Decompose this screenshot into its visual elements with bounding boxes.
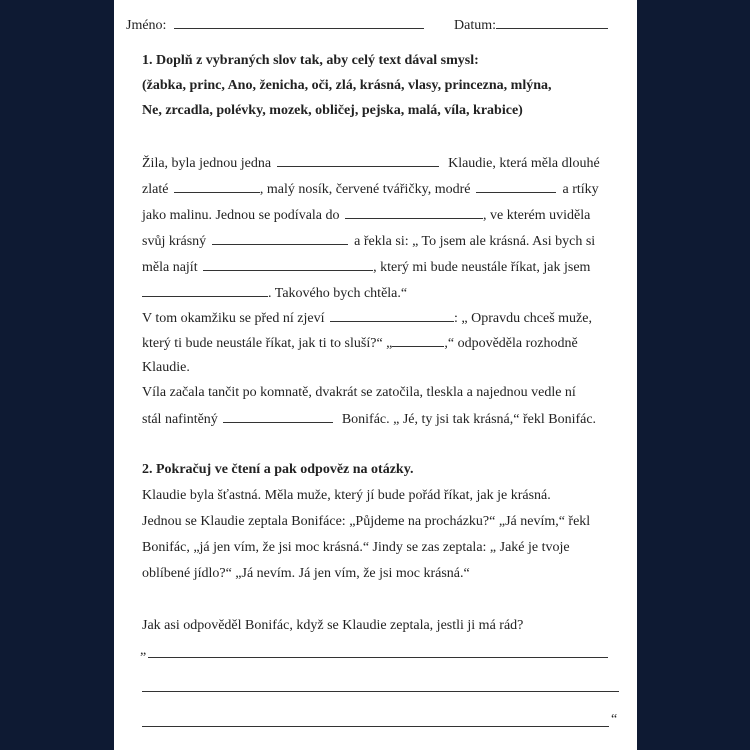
text-line — [142, 154, 600, 173]
open-quote: „ — [140, 643, 147, 658]
text-line — [142, 180, 599, 199]
text-segment: a rtíky — [562, 182, 599, 197]
answer-line[interactable] — [148, 657, 608, 658]
worksheet-page — [114, 0, 637, 750]
name-field[interactable] — [174, 16, 424, 29]
text-line — [142, 334, 578, 353]
word-bank-line: Ne, zrcadla, polévky, mozek, obličej, pejska, malá, víla, krabice) — [142, 103, 523, 118]
text-segment: V tom okamžiku se před ní zjeví — [142, 311, 325, 326]
text-segment: Bonifác. „ Jé, ty jsi tak krásná,“ řekl Bonifác. — [341, 412, 597, 427]
answer-line[interactable] — [142, 726, 609, 727]
text-segment: a řekla si: „ To jsem ale krásná. Asi bych si — [354, 234, 596, 249]
text-segment: svůj krásný — [142, 234, 207, 249]
text-segment: který ti bude neustále říkat, jak ti to sluší?“ „ — [142, 336, 393, 351]
exercise2-title: 2. Pokračuj ve čtení a pak odpověz na otázky. — [142, 462, 414, 477]
fill-blank[interactable] — [212, 232, 348, 245]
question-text: Jak asi odpověděl Bonifác, když se Klaudie zeptala, jestli ji má rád? — [142, 618, 524, 633]
text-line: Jednou se Klaudie zeptala Bonifáce: „Půjdeme na procházku?“ „Já nevím,“ řekl — [142, 514, 591, 529]
text-line: Víla začala tančit po komnatě, dvakrát se zatočila, tleskla a najednou vedle ní — [142, 385, 576, 400]
fill-blank[interactable] — [345, 206, 483, 219]
word-bank-line: (žabka, princ, Ano, ženicha, oči, zlá, krásná, vlasy, princezna, mlýna, — [142, 78, 552, 93]
date-row — [454, 16, 608, 35]
text-line: Klaudie byla šťastná. Měla muže, který jí bude pořád říkat, jak je krásná. — [142, 488, 551, 503]
fill-blank[interactable] — [223, 410, 333, 423]
fill-blank[interactable] — [476, 180, 556, 193]
date-label: Datum: — [454, 18, 496, 33]
fill-blank[interactable] — [392, 334, 444, 347]
text-segment: , malý nosík, červené tvářičky, modré — [259, 182, 471, 197]
text-segment: Klaudie, která měla dlouhé — [448, 156, 600, 171]
text-segment: , který mi bude neustále říkat, jak jsem — [373, 260, 591, 275]
text-line — [142, 284, 407, 303]
fill-blank[interactable] — [330, 309, 454, 322]
name-label: Jméno: — [126, 18, 167, 33]
text-segment: Žila, byla jednou jedna — [142, 156, 272, 171]
text-line: Bonifác, „já jen vím, že jsi moc krásná.“ Jindy se zas zeptala: „ Jaké je tvoje — [142, 540, 570, 555]
date-field[interactable] — [496, 16, 608, 29]
answer-line[interactable] — [142, 691, 619, 692]
fill-blank[interactable] — [203, 258, 373, 271]
text-segment: jako malinu. Jednou se podívala do — [142, 208, 340, 223]
fill-blank[interactable] — [142, 284, 268, 297]
text-segment: ,“ odpověděla rozhodně — [444, 336, 578, 351]
text-line — [142, 258, 590, 277]
fill-blank[interactable] — [277, 154, 439, 167]
text-line — [142, 309, 592, 328]
text-segment: . Takového bych chtěla.“ — [268, 286, 408, 301]
text-line — [142, 410, 596, 429]
text-segment: stál nafintěný — [142, 412, 218, 427]
text-segment: : „ Opravdu chceš muže, — [453, 311, 592, 326]
name-row — [126, 16, 424, 35]
text-segment: zlaté — [142, 182, 169, 197]
text-segment: měla najít — [142, 260, 198, 275]
text-line — [142, 232, 595, 251]
exercise1-title: 1. Doplň z vybraných slov tak, aby celý text dával smysl: — [142, 53, 479, 68]
close-quote: “ — [611, 712, 618, 727]
fill-blank[interactable] — [174, 180, 260, 193]
text-line — [142, 206, 590, 225]
text-line: Klaudie. — [142, 360, 190, 375]
text-segment: , ve kterém uviděla — [483, 208, 591, 223]
text-line: oblíbené jídlo?“ „Já nevím. Já jen vím, že jsi moc krásná.“ — [142, 566, 470, 581]
